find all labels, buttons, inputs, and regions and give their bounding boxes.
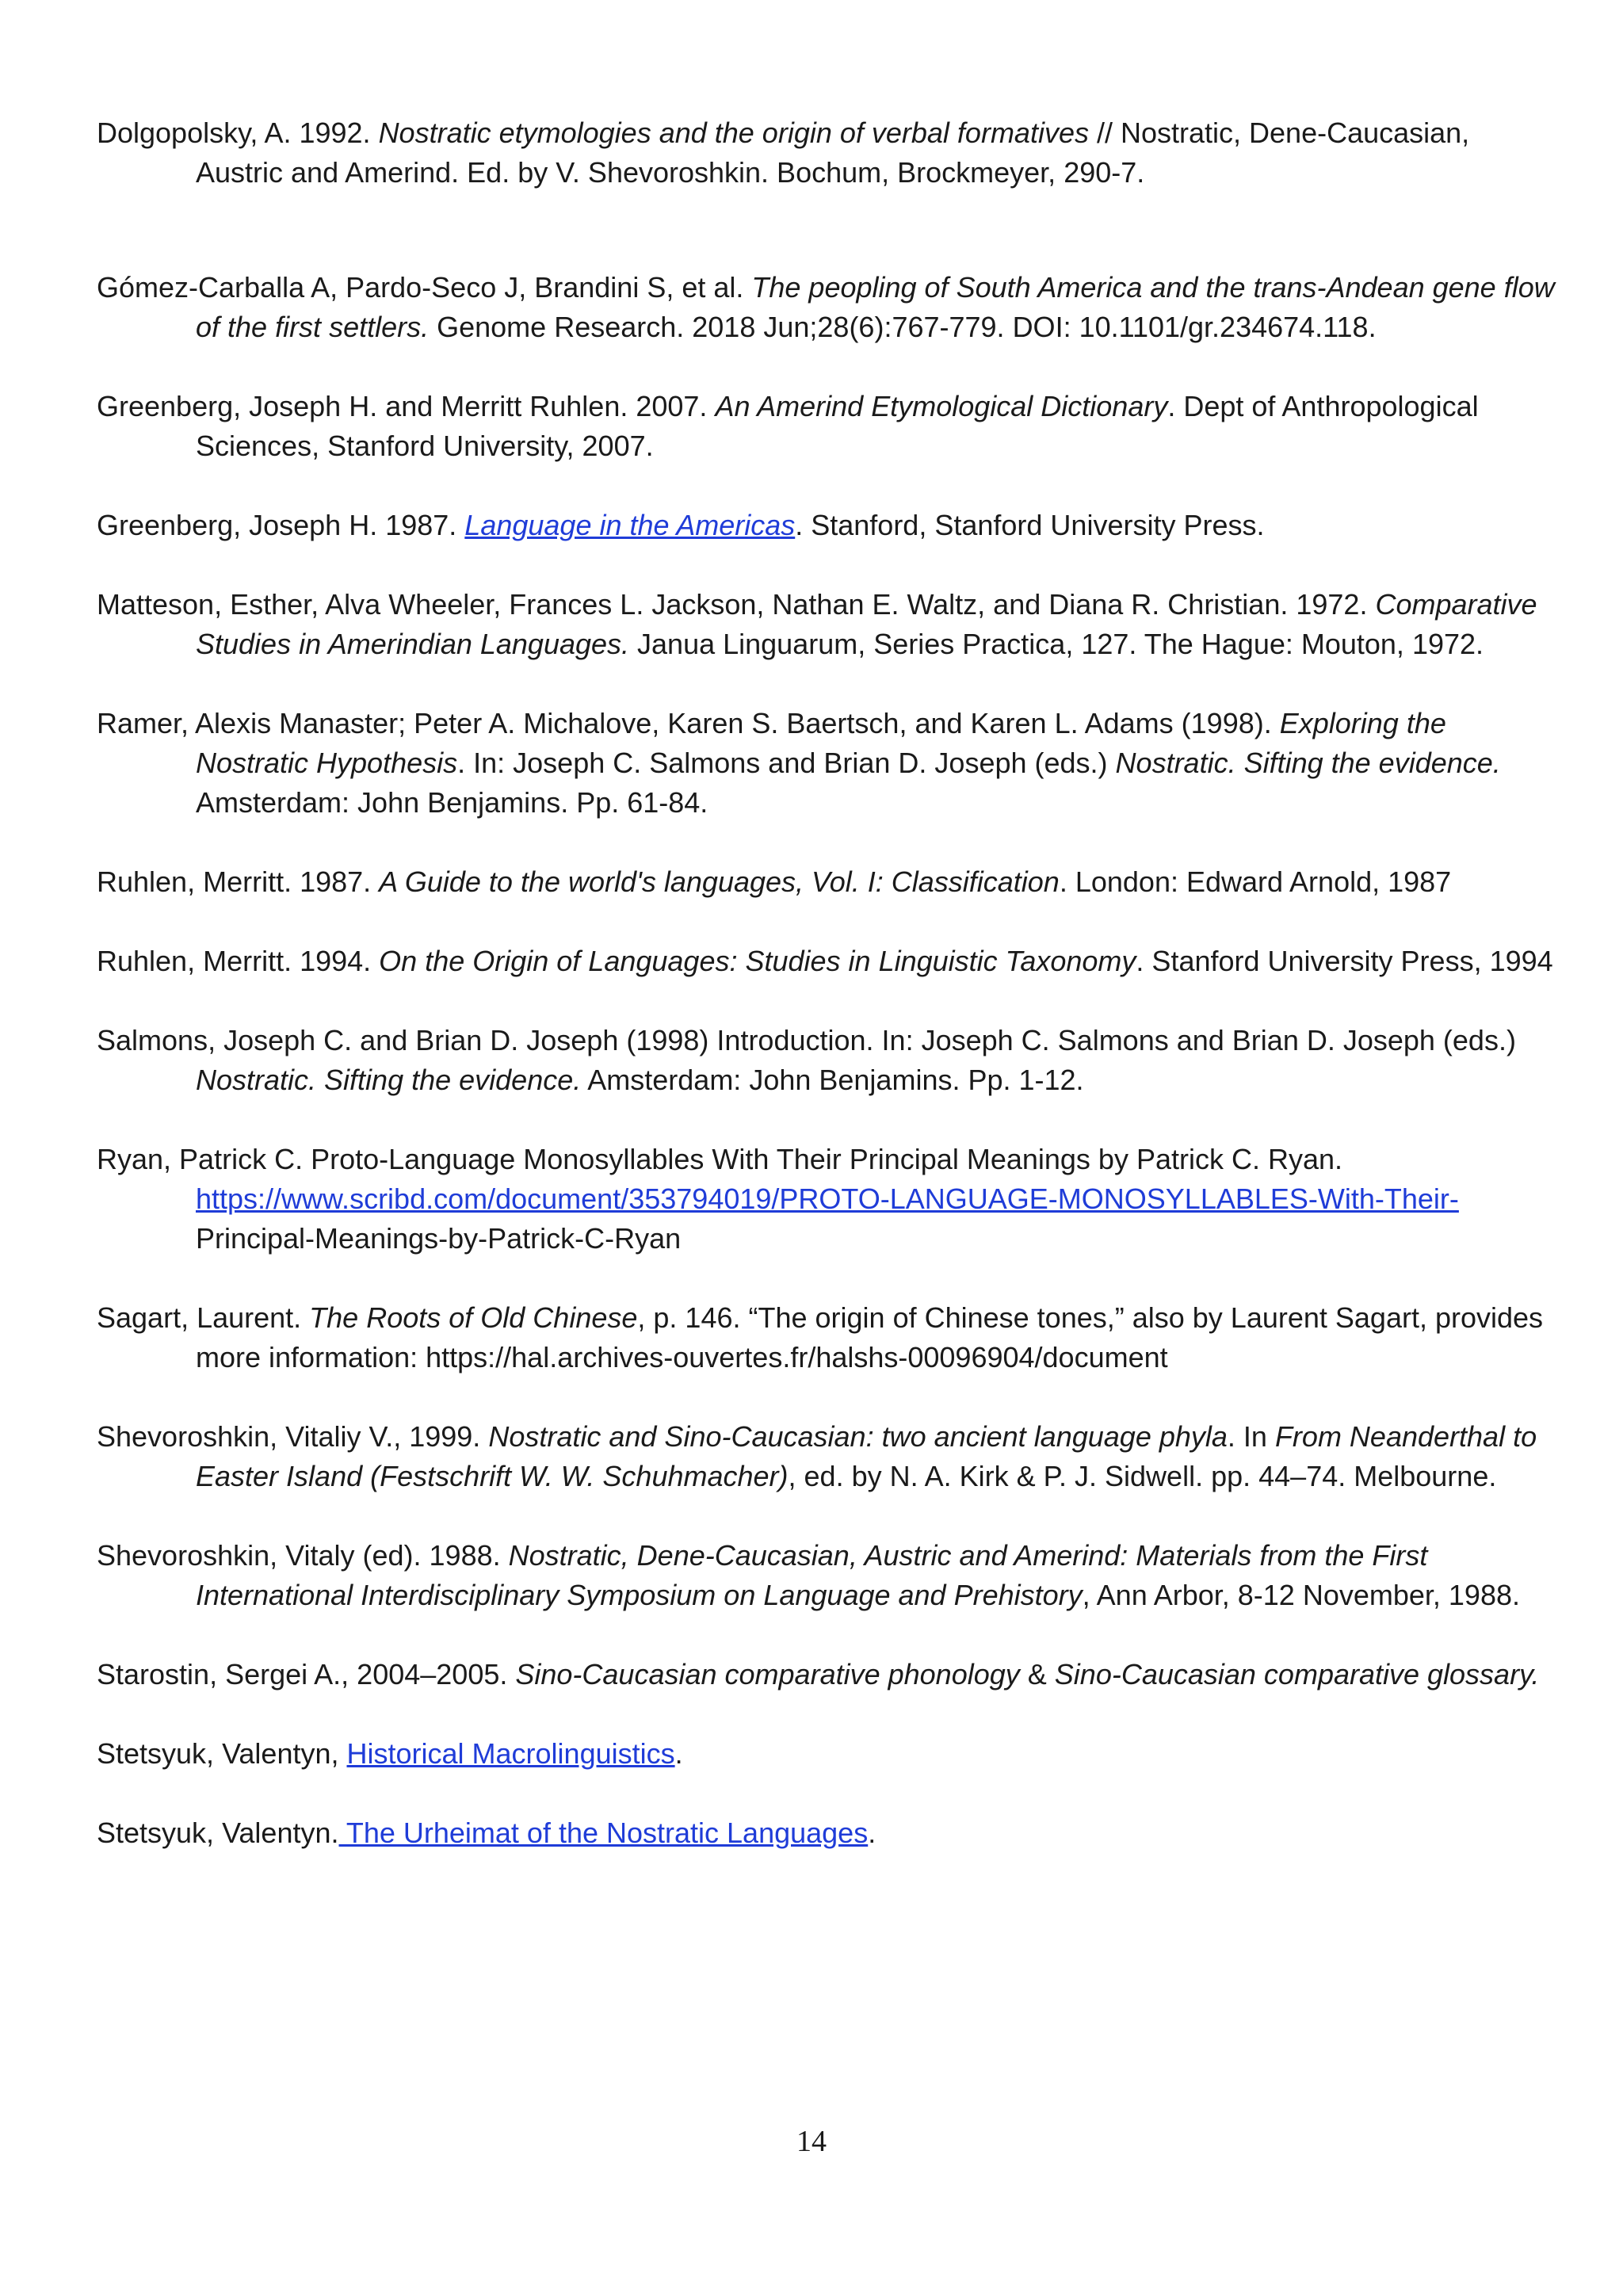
reference-greenberg-1987 — [97, 506, 1561, 545]
reference-details: . — [674, 1737, 683, 1770]
reference-title: On the Origin of Languages: Studies in Linguistic Taxonomy — [379, 945, 1136, 977]
reference-sagart — [97, 1298, 1561, 1377]
reference-title: Exploring the Nostratic Hypothesis — [196, 707, 1446, 779]
reference-author: Ruhlen, Merritt. 1987. — [97, 865, 380, 898]
reference-author: Ryan, Patrick C. Proto-Language Monosyllables With Their Principal Meanings by Patrick C. Ryan. — [97, 1143, 1343, 1175]
reference-title: Nostratic and Sino-Caucasian: two ancient language phyla — [488, 1420, 1228, 1453]
reference-details: , Ann Arbor, 8-12 November, 1988. — [1082, 1579, 1520, 1611]
reference-details: , p. 146. “The origin of Chinese tones,” also by Laurent Sagart, provides more information: https://hal.archives-ouvertes.fr/halshs-00096904/document — [196, 1301, 1544, 1373]
reference-details: . Stanford University Press, 1994 — [1136, 945, 1553, 977]
reference-ramer-1998 — [97, 704, 1561, 823]
reference-title: Nostratic, Dene-Caucasian, Austric and Amerind: Materials from the First International Interdisciplinary Symposium on Language and Prehistory — [196, 1539, 1428, 1611]
reference-title: Sino-Caucasian comparative phonology — [515, 1658, 1020, 1690]
page-number: 14 — [796, 2125, 827, 2158]
reference-details: . Dept of Anthropological Sciences, Stanford University, 2007. — [196, 390, 1479, 462]
reference-title: An Amerind Etymological Dictionary — [715, 390, 1168, 422]
reference-details: . London: Edward Arnold, 1987 — [1059, 865, 1452, 898]
reference-link-historical-macrolinguistics[interactable]: Historical Macrolinguistics — [346, 1737, 675, 1770]
reference-shevoroshkin-1999 — [97, 1417, 1561, 1496]
reference-author: Shevoroshkin, Vitaly (ed). 1988. — [97, 1539, 509, 1572]
reference-author: Greenberg, Joseph H. and Merritt Ruhlen. 2007. — [97, 390, 716, 422]
reference-details: Amsterdam: John Benjamins. Pp. 1-12. — [581, 1064, 1084, 1096]
reference-details: . In: Joseph C. Salmons and Brian D. Joseph (eds.) — [457, 747, 1116, 779]
reference-author: Dolgopolsky, A. 1992. — [97, 117, 379, 149]
reference-ruhlen-1994 — [97, 942, 1561, 981]
reference-author: Gómez-Carballa A, Pardo-Seco J, Brandini S, et al. — [97, 271, 752, 304]
reference-starostin-2004 — [97, 1655, 1561, 1694]
reference-link-urheimat[interactable]: The Urheimat of the Nostratic Languages — [338, 1817, 869, 1849]
reference-title: Nostratic etymologies and the origin of verbal formatives — [378, 117, 1089, 149]
reference-author: Sagart, Laurent. — [97, 1301, 310, 1334]
reference-author: Stetsyuk, Valentyn, — [97, 1737, 347, 1770]
reference-title: The Roots of Old Chinese — [309, 1301, 638, 1334]
reference-dolgopolsky-1992 — [97, 113, 1561, 193]
reference-ruhlen-1987 — [97, 862, 1561, 902]
reference-details: Amsterdam: John Benjamins. Pp. 61-84. — [196, 786, 708, 819]
reference-stetsyuk-macrolinguistics — [97, 1734, 1561, 1774]
reference-author: Stetsyuk, Valentyn. — [97, 1817, 339, 1849]
reference-title: Comparative Studies in Amerindian Languages. — [196, 588, 1537, 660]
reference-list — [97, 113, 1561, 1853]
reference-details: & — [1019, 1658, 1055, 1690]
reference-title: Nostratic. Sifting the evidence. — [196, 1064, 582, 1096]
reference-title: A Guide to the world's languages, Vol. I: Classification — [379, 865, 1060, 898]
reference-author: Shevoroshkin, Vitaliy V., 1999. — [97, 1420, 489, 1453]
reference-title-secondary: Sino-Caucasian comparative glossary. — [1054, 1658, 1540, 1690]
reference-shevoroshkin-1988 — [97, 1536, 1561, 1615]
reference-author: Ruhlen, Merritt. 1994. — [97, 945, 380, 977]
reference-author: Salmons, Joseph C. and Brian D. Joseph (1998) Introduction. In: Joseph C. Salmons and Brian D. Joseph (eds.) — [97, 1024, 1516, 1056]
reference-matteson-1972 — [97, 585, 1561, 664]
reference-greenberg-ruhlen-2007 — [97, 387, 1561, 466]
reference-title-secondary: Nostratic. Sifting the evidence. — [1115, 747, 1501, 779]
reference-title-secondary: From Neanderthal to Easter Island (Festschrift W. W. Schuhmacher) — [196, 1420, 1537, 1492]
reference-title: The peopling of South America and the trans-Andean gene flow of the first settlers. — [196, 271, 1555, 343]
reference-author: Greenberg, Joseph H. 1987. — [97, 509, 465, 541]
reference-link-scribd[interactable]: https://www.scribd.com/document/353794019/PROTO-LANGUAGE-MONOSYLLABLES-With-Their- — [196, 1182, 1459, 1215]
reference-author: Ramer, Alexis Manaster; Peter A. Michalove, Karen S. Baertsch, and Karen L. Adams (1998). — [97, 707, 1280, 739]
reference-ryan — [97, 1140, 1561, 1259]
reference-details: . In — [1227, 1420, 1275, 1453]
reference-details: , ed. by N. A. Kirk & P. J. Sidwell. pp. 44–74. Melbourne. — [788, 1460, 1497, 1492]
reference-details: Principal-Meanings-by-Patrick-C-Ryan — [196, 1222, 682, 1255]
reference-author: Matteson, Esther, Alva Wheeler, Frances L. Jackson, Nathan E. Waltz, and Diana R. Christian. 1972. — [97, 588, 1376, 621]
reference-details: . Stanford, Stanford University Press. — [795, 509, 1265, 541]
reference-salmons-joseph-1998 — [97, 1021, 1561, 1100]
reference-gomez-carballa-2018 — [97, 268, 1561, 347]
reference-details: . — [868, 1817, 876, 1849]
reference-details: Genome Research. 2018 Jun;28(6):767-779. DOI: 10.1101/gr.234674.118. — [429, 311, 1377, 343]
reference-author: Starostin, Sergei A., 2004–2005. — [97, 1658, 516, 1690]
reference-details: Janua Linguarum, Series Practica, 127. The Hague: Mouton, 1972. — [629, 628, 1484, 660]
reference-stetsyuk-urheimat — [97, 1813, 1561, 1853]
reference-details: // Nostratic, Dene-Caucasian, Austric and Amerind. Ed. by V. Shevoroshkin. Bochum, Brockmeyer, 290-7. — [196, 117, 1470, 189]
reference-link-language-in-the-americas[interactable]: Language in the Americas — [464, 509, 796, 541]
